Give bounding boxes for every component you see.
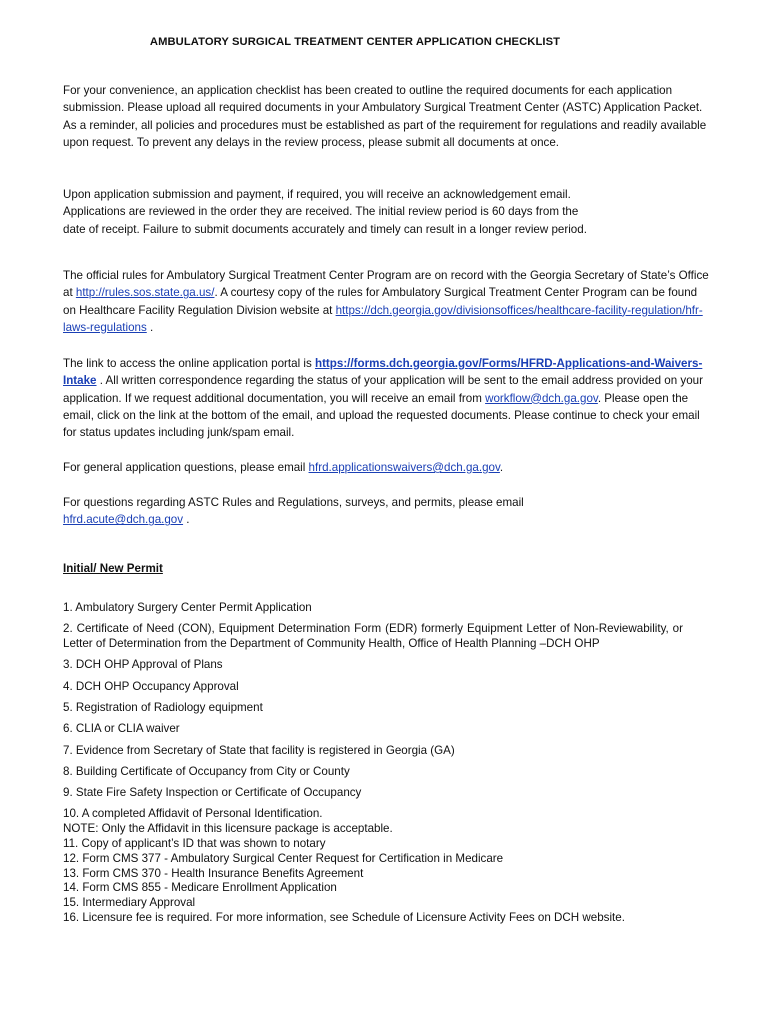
submission-line-1: Upon application submission and payment, if required, you will receive an acknowledgement email.	[63, 188, 571, 201]
rules-text-c: .	[146, 320, 154, 334]
submission-paragraph	[63, 186, 713, 238]
list-item: 16. Licensure fee is required. For more information, see Schedule of Licensure Activity Fees on DCH website.	[63, 911, 625, 925]
list-item: 1. Ambulatory Surgery Center Permit Application	[63, 601, 312, 614]
list-item: 13. Form CMS 370 - Health Insurance Benefits Agreement	[63, 866, 364, 880]
astc-text-a: For questions regarding ASTC Rules and Regulations, surveys, and permits, please email	[63, 496, 524, 509]
section-heading: Initial/ New Permit	[63, 562, 163, 575]
list-item-note: NOTE: Only the Affidavit in this licensure package is acceptable.	[63, 822, 393, 836]
list-item: 3. DCH OHP Approval of Plans	[63, 658, 223, 672]
submission-line-3: date of receipt. Failure to submit documents accurately and timely can result in a longer review period.	[63, 222, 587, 236]
general-text-b: .	[499, 461, 504, 474]
document-title: AMBULATORY SURGICAL TREATMENT CENTER APPLICATION CHECKLIST	[149, 36, 561, 48]
applications-waivers-email-link[interactable]: hfrd.applicationswaivers@dch.ga.gov	[308, 461, 500, 474]
portal-text-c: . Please open the email, click on the link at the bottom of the email, and upload the requested documents. Please continue to check your email for status updates including junk/spam email.	[63, 391, 700, 440]
rules-text-a: The official rules for Ambulatory Surgical Treatment Center Program are on record with the Georgia Secretary of State’s Office at	[63, 269, 709, 300]
sos-rules-link[interactable]: http://rules.sos.state.ga.us/	[75, 286, 215, 300]
astc-questions-paragraph	[63, 494, 583, 529]
checklist	[63, 601, 683, 926]
submission-line-2: Applications are reviewed in the order they are received. The initial review period is 60 days from the	[63, 205, 579, 219]
list-item: 7. Evidence from Secretary of State that facility is registered in Georgia (GA)	[63, 743, 455, 757]
workflow-email-link[interactable]: workflow@dch.ga.gov	[485, 391, 598, 405]
intro-paragraph	[63, 82, 713, 151]
list-item: 6. CLIA or CLIA waiver	[63, 722, 180, 736]
list-item: 5. Registration of Radiology equipment	[63, 700, 263, 714]
list-item: 10. A completed Affidavit of Personal Identification.	[63, 807, 323, 821]
portal-text-a: The link to access the online application portal is	[63, 357, 315, 370]
intro-text: For your convenience, an application checklist has been created to outline the required documents for each application submission. Please upload all required documents in your Ambulatory Surgical Treatment Center (ASTC) Application Packet. As a reminder, all policies and procedures must be established as part of the requirement for regulations and readily available upon request. To prevent any delays in the review process, please submit all documents at once.	[63, 84, 707, 149]
list-item: 9. State Fire Safety Inspection or Certificate of Occupancy	[63, 786, 362, 800]
application-portal-link[interactable]: https://forms.dch.georgia.gov/Forms/HFRD-Applications-and-Waivers-Intake	[63, 357, 703, 388]
checklist-continued	[63, 807, 683, 925]
portal-text-b: . All written correspondence regarding the status of your application will be sent to the email address provided on your application. If we request additional documentation, you will receive an email from	[63, 374, 703, 405]
portal-paragraph	[63, 355, 713, 441]
list-item: 4. DCH OHP Occupancy Approval	[63, 679, 239, 693]
list-item: 12. Form CMS 377 - Ambulatory Surgical Center Request for Certification in Medicare	[63, 851, 504, 865]
rules-text-b: . A courtesy copy of the rules for Ambulatory Surgical Treatment Center Program can be found on Healthcare Facility Regulation Division website at	[63, 286, 698, 317]
general-text-a: For general application questions, please email	[63, 461, 309, 474]
astc-text-b: .	[183, 513, 190, 527]
general-questions-paragraph	[63, 459, 713, 476]
list-item: 15. Intermediary Approval	[63, 896, 196, 910]
list-item: 2. Certificate of Need (CON), Equipment Determination Form (EDR) formerly Equipment Letter of Non-Reviewability, or Letter of Determination from the Department of Community Health, Office of Health Planning –DCH OHP	[63, 622, 683, 651]
rules-paragraph	[63, 267, 713, 336]
list-item: 8. Building Certificate of Occupancy from City or County	[63, 764, 350, 778]
acute-email-link[interactable]: hfrd.acute@dch.ga.gov	[63, 513, 184, 527]
list-item: 11. Copy of applicant’s ID that was shown to notary	[63, 837, 326, 851]
list-item: 14. Form CMS 855 - Medicare Enrollment Application	[63, 881, 337, 895]
hfr-laws-link[interactable]: https://dch.georgia.gov/divisionsoffices/healthcare-facility-regulation/hfr-laws-regulations	[63, 303, 703, 334]
